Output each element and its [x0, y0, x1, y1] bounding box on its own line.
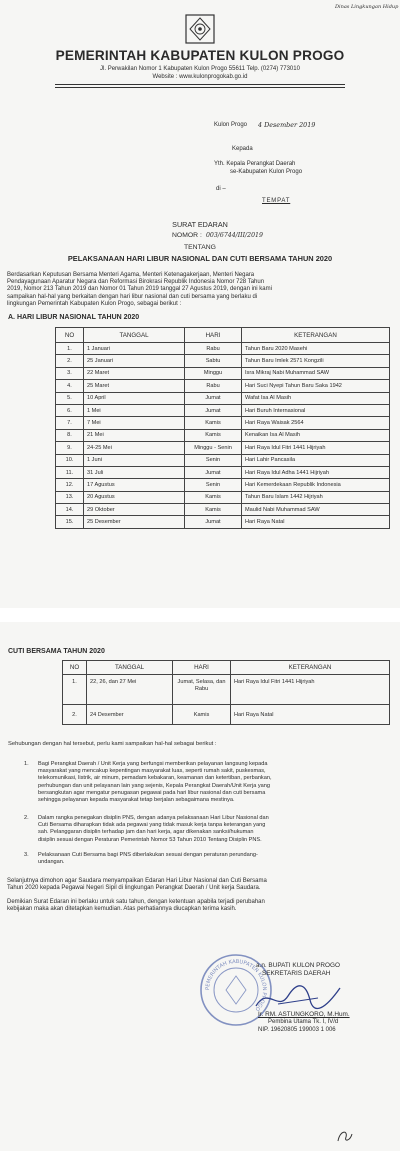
col-header-keterangan: KETERANGAN — [231, 661, 390, 675]
cell-keterangan: Hari Raya Idul Fitri 1441 Hijriyah — [242, 442, 390, 454]
cell-no: 14. — [56, 504, 84, 516]
point-line: Dalam rangka penegakan disiplin PNS, dengan adanya pelaksanaan Hari Libur Nasional dan — [38, 815, 269, 821]
recipient-tempat: TEMPAT — [262, 198, 291, 204]
cell-keterangan: Tahun Baru 2020 Masehi — [242, 343, 390, 355]
recipient-line2: se-Kabupaten Kulon Progo — [230, 169, 303, 175]
cell-hari: Kamis — [185, 491, 242, 503]
cell-no: 7. — [56, 417, 84, 429]
table-row — [56, 380, 390, 392]
cell-tanggal: 21 Mei — [84, 429, 185, 441]
point-line: Pelaksanaan Cuti Bersama bagi PNS diberlakukan sesuai dengan peraturan perundang- — [38, 852, 258, 858]
recipient-kepada: Kepada — [232, 146, 253, 152]
letterhead-title: PEMERINTAH KABUPATEN KULON PROGO — [55, 48, 345, 63]
section-a-heading: A. HARI LIBUR NASIONAL TAHUN 2020 — [8, 314, 140, 321]
cell-tanggal: 25 Januari — [84, 355, 185, 367]
cell-hari: Jumat, Selasa, dan Rabu — [173, 675, 231, 705]
intro-line: lingkungan Pemerintah Kabupaten Kulon Progo, sebagai berikut : — [7, 300, 182, 307]
table-row — [56, 479, 390, 491]
stamp-text: PEMERINTAH KABUPATEN KULON PROGO — [204, 958, 268, 1012]
col-header-tanggal: TANGGAL — [84, 328, 185, 343]
cell-hari: Minggu - Senin — [185, 442, 242, 454]
col-header-tanggal: TANGGAL — [87, 661, 173, 675]
closing-paragraph-2 — [7, 899, 397, 913]
point-line: Cuti Bersama diharapkan tidak ada pegawai yang tidak masuk kerja tanpa keterangan yang — [38, 822, 266, 829]
cell-hari: Minggu — [185, 367, 242, 379]
table-row — [56, 466, 390, 478]
col-header-no: NO — [63, 661, 87, 675]
nomor-label: NOMOR : — [172, 232, 202, 239]
cell-no: 4. — [56, 380, 84, 392]
cell-no: 3. — [56, 367, 84, 379]
tentang: TENTANG — [184, 244, 216, 251]
cell-keterangan: Tahun Baru Imlek 2571 Kongzili — [242, 355, 390, 367]
cell-tanggal: 22 Maret — [84, 367, 185, 379]
header-note: Dinas Lingkungan Hidup — [335, 4, 399, 10]
cell-tanggal: 1 Mei — [84, 404, 185, 416]
closing-line: Demikian Surat Edaran ini berlaku untuk satu tahun, dengan ketentuan apabila terjadi perubahan — [7, 899, 265, 905]
cell-no: 8. — [56, 429, 84, 441]
cuti-table — [62, 660, 390, 725]
cell-tanggal: 31 Juli — [84, 466, 185, 478]
cell-keterangan: Hari Lahir Pancasila — [242, 454, 390, 466]
cell-keterangan: Hari Raya Idul Fitri 1441 Hijriyah — [231, 675, 390, 705]
doc-title: SURAT EDARAN — [172, 220, 228, 229]
table-row — [56, 516, 390, 528]
cell-keterangan: Hari Suci Nyepi Tahun Baru Saka 1942 — [242, 380, 390, 392]
cell-hari: Rabu — [185, 343, 242, 355]
cell-no: 15. — [56, 516, 84, 528]
signature-nip: NIP. 19620805 199003 1 006 — [258, 1027, 336, 1033]
cell-hari: Kamis — [173, 705, 231, 725]
point-number: 3. — [24, 852, 29, 858]
signature-rank: Pembina Utama Tk. I, IV/d — [268, 1019, 339, 1025]
cell-keterangan: Hari Raya Natal — [242, 516, 390, 528]
signature-an: a.n. BUPATI KULON PROGO — [256, 962, 340, 969]
table-row — [56, 355, 390, 367]
cell-no: 10. — [56, 454, 84, 466]
intro-line: Pendayagunaan Aparatur Negara dan Reformasi Birokrasi Republik Indonesia Nomor 728 Tahun — [7, 279, 265, 286]
cell-keterangan: Hari Raya Natal — [231, 705, 390, 725]
col-header-hari: HARI — [185, 328, 242, 343]
subject: PELAKSANAAN HARI LIBUR NASIONAL DAN CUTI BERSAMA TAHUN 2020 — [67, 254, 333, 263]
point-2 — [38, 815, 393, 844]
table-row — [56, 504, 390, 516]
section-b-heading: CUTI BERSAMA TAHUN 2020 — [8, 648, 105, 655]
paraf-initial — [334, 1128, 354, 1144]
signature-name: Ir. RM. ASTUNGKORO, M.Hum. — [258, 1011, 350, 1018]
cell-no: 1. — [63, 675, 87, 705]
point-line: Bagi Perangkat Daerah / Unit Kerja yang berfungsi memberikan pelayanan langsung kepada — [38, 761, 268, 767]
cell-keterangan: Tahun Baru Islam 1442 Hijriyah — [242, 491, 390, 503]
cell-tanggal: 20 Agustus — [84, 491, 185, 503]
cell-tanggal: 24-25 Mei — [84, 442, 185, 454]
cell-tanggal: 1 Juni — [84, 454, 185, 466]
nomor-value: 003/6744/III/2019 — [206, 232, 263, 239]
closing-paragraph-1 — [7, 878, 397, 892]
letterhead-address: Jl. Perwakilan Nomor 1 Kabupaten Kulon Progo 55611 Telp. (0274) 773010 — [100, 66, 300, 72]
letterhead-rule — [55, 84, 345, 85]
letterhead-rule-thin — [55, 87, 345, 88]
point-line: sah. Pelanggaran disiplin terhadap jam dan hari kerja, agar dikenakan sanksi/hukuman — [38, 829, 254, 836]
table-header-row — [63, 661, 390, 675]
col-header-no: NO — [56, 328, 84, 343]
table-row — [56, 404, 390, 416]
table-row — [56, 491, 390, 503]
cell-keterangan: Kenaikan Isa Al Masih — [242, 429, 390, 441]
cell-tanggal: 25 Maret — [84, 380, 185, 392]
letterhead-website: Website : www.kulonprogokab.go.id — [152, 74, 248, 80]
cell-tanggal: 29 Oktober — [84, 504, 185, 516]
cell-no: 11. — [56, 466, 84, 478]
cell-keterangan: Hari Raya Waisak 2564 — [242, 417, 390, 429]
cell-tanggal: 17 Agustus — [84, 479, 185, 491]
cell-keterangan: Isra Mikraj Nabi Muhammad SAW — [242, 367, 390, 379]
cell-hari: Jumat — [185, 466, 242, 478]
table-row — [56, 417, 390, 429]
page-gap — [0, 608, 400, 622]
cell-tanggal: 24 Desember — [87, 705, 173, 725]
cell-keterangan: Wafat Isa Al Masih — [242, 392, 390, 404]
cell-no: 5. — [56, 392, 84, 404]
closing-line: Tahun 2020 kepada Pegawai Negeri Sipil di lingkungan Perangkat Daerah / Unit kerja Saudara. — [7, 885, 261, 892]
table-row — [56, 454, 390, 466]
cell-tanggal: 10 April — [84, 392, 185, 404]
point-line: masyarakat yang mencakup kepentingan masyarakat luas, seperti rumah sakit, puskesmas, — [38, 768, 266, 775]
cell-keterangan: Maulid Nabi Muhammad SAW — [242, 504, 390, 516]
cell-hari: Sabtu — [185, 355, 242, 367]
cell-no: 13. — [56, 491, 84, 503]
cell-hari: Senin — [185, 479, 242, 491]
closing-line: Selanjutnya dimohon agar Saudara menyampaikan Edaran Hari Libur Nasional dan Cuti Bersama — [7, 878, 267, 884]
date-place: Kulon Progo — [214, 122, 248, 128]
cell-tanggal: 22, 26, dan 27 Mei — [87, 675, 173, 705]
point-line: disiplin sesuai dengan Peraturan Pemerintah Nomor 53 Tahun 2010 Tentang Disiplin PNS. — [38, 836, 262, 843]
cell-hari: Rabu — [185, 380, 242, 392]
col-header-keterangan: KETERANGAN — [242, 328, 390, 343]
table-row — [56, 442, 390, 454]
cell-tanggal: 7 Mei — [84, 417, 185, 429]
cell-hari: Jumat — [185, 404, 242, 416]
cell-no: 12. — [56, 479, 84, 491]
table-row — [63, 675, 390, 705]
signature-role: SEKRETARIS DAERAH — [262, 970, 331, 977]
point-number: 1. — [24, 761, 29, 767]
table-header-row — [56, 328, 390, 343]
point-line: bersangkutan agar mengatur penugasan pegawai pada hari libur nasional dan cuti bersama — [38, 789, 266, 796]
intro-paragraph — [7, 272, 397, 308]
table-row — [56, 343, 390, 355]
regency-logo — [185, 14, 215, 44]
cell-no: 6. — [56, 404, 84, 416]
point-line: sehingga pelayanan kepada masyarakat tetap berjalan sebagaimana mestinya. — [38, 797, 235, 804]
cell-hari: Jumat — [185, 392, 242, 404]
sehubungan-text: Sehubungan dengan hal tersebut, perlu kami sampaikan hal-hal sebagai berikut : — [8, 741, 217, 747]
cell-keterangan: Hari Kemerdekaan Republik Indonesia — [242, 479, 390, 491]
point-line: telekomunikasi, listrik, air minum, pemadam kebakaran, keamanan dan ketertiban, perbankan, — [38, 775, 272, 782]
point-number: 2. — [24, 815, 29, 821]
recipient-line1: Yth. Kepala Perangkat Daerah — [214, 161, 296, 167]
cell-hari: Kamis — [185, 417, 242, 429]
cell-tanggal: 1 Januari — [84, 343, 185, 355]
cell-no: 2. — [56, 355, 84, 367]
cell-tanggal: 25 Desember — [84, 516, 185, 528]
cell-hari: Kamis — [185, 429, 242, 441]
point-line: perhubungan dan unit pelayanan lain yang sejenis, Kepala Perangkat Daerah/Unit Kerja yang — [38, 782, 270, 789]
holiday-table — [55, 327, 390, 529]
point-3 — [38, 852, 393, 866]
table-row — [56, 392, 390, 404]
table-row — [56, 367, 390, 379]
cell-no: 1. — [56, 343, 84, 355]
cell-keterangan: Hari Buruh Internasional — [242, 404, 390, 416]
cell-keterangan: Hari Raya Idul Adha 1441 Hijriyah — [242, 466, 390, 478]
cell-hari: Jumat — [185, 516, 242, 528]
cell-hari: Senin — [185, 454, 242, 466]
table-row — [56, 429, 390, 441]
cell-no: 2. — [63, 705, 87, 725]
point-line: undangan. — [38, 859, 65, 866]
col-header-hari: HARI — [173, 661, 231, 675]
intro-line: Berdasarkan Keputusan Bersama Menteri Agama, Menteri Ketenagakerjaan, Menteri Negara — [7, 272, 255, 278]
recipient-di: di – — [216, 186, 226, 192]
cell-hari: Kamis — [185, 504, 242, 516]
intro-line: sampaikan hal-hal yang berkaitan dengan hari libur nasional dan cuti bersama yang berlaku di — [7, 293, 258, 300]
date-value: 4 Desember 2019 — [258, 121, 316, 129]
point-1 — [38, 761, 393, 804]
table-row — [63, 705, 390, 725]
closing-line: kebijakan maka akan ditetapkan kemudian. Atas perhatiannya diucapkan terima kasih. — [7, 906, 237, 913]
cell-no: 9. — [56, 442, 84, 454]
intro-line: 2019, Nomor 213 Tahun 2019 dan Nomor 01 Tahun 2019 tanggal 27 Agustus 2019, dengan ini kami — [7, 286, 272, 293]
